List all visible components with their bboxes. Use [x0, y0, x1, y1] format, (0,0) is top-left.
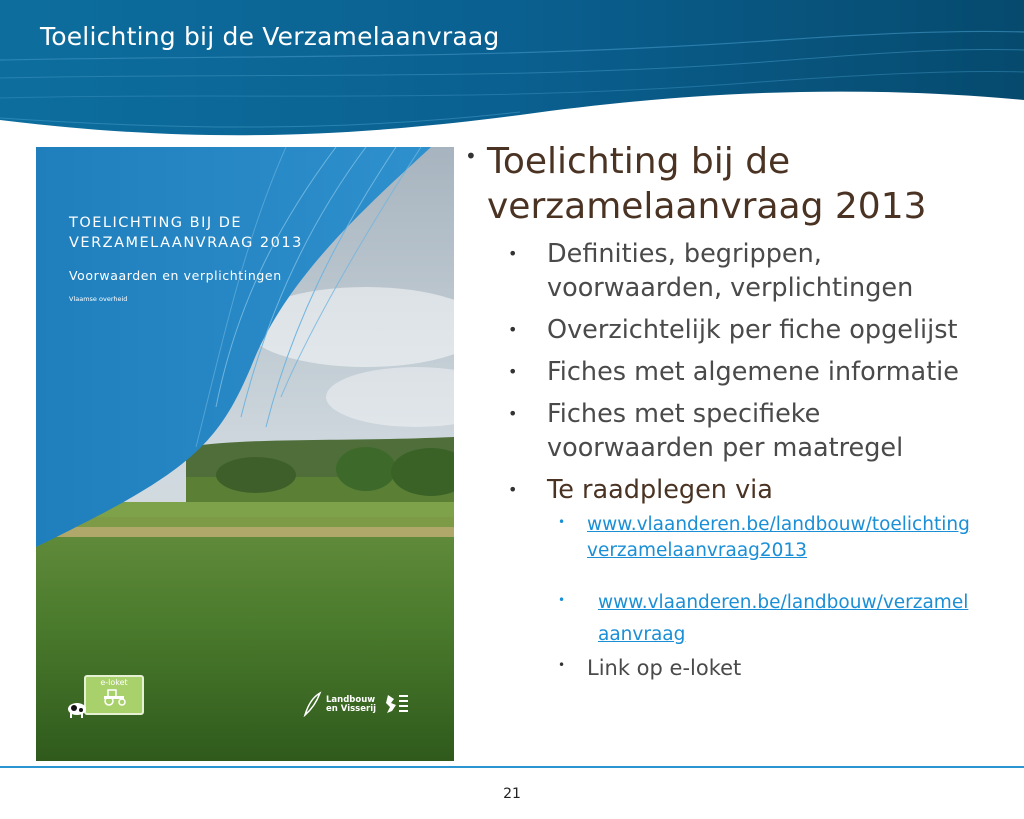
sub-bullet-line: Fiches met algemene informatie	[547, 357, 959, 387]
cover-title	[69, 213, 303, 253]
bullet-marker: •	[508, 362, 518, 381]
bullet-marker: •	[508, 480, 518, 499]
flemish-lion-logo-icon	[384, 691, 410, 717]
cover-title-line: VERZAMELAANVRAAG 2013	[69, 235, 303, 251]
page-number: 21	[503, 786, 521, 802]
bullet-marker: •	[508, 404, 518, 423]
eloket-label: e-loket	[100, 678, 128, 687]
bullet-marker: •	[508, 320, 518, 339]
landbouw-logo-text	[326, 696, 376, 714]
tractor-icon	[102, 688, 128, 706]
verzamelaanvraag-link[interactable]: aanvraag	[598, 624, 686, 645]
footer-divider	[0, 766, 1024, 768]
bullet-marker: •	[558, 658, 566, 672]
logo-line: Landbouw	[326, 695, 376, 705]
cover-organisation: Vlaamse overheid	[69, 295, 128, 303]
toelichting-link[interactable]: www.vlaanderen.be/landbouw/toelichting	[587, 514, 970, 535]
landbouw-leaf-logo-icon	[302, 691, 322, 717]
slide-title: Toelichting bij de Verzamelaanvraag	[40, 22, 500, 51]
logo-line: en Visserij	[326, 704, 377, 714]
bullet-marker: •	[465, 144, 477, 168]
sub-bullet-line: Te raadplegen via	[547, 475, 773, 505]
eloket-badge	[84, 675, 144, 715]
sub-bullet-line: Definities, begrippen,	[547, 239, 822, 269]
bullet-marker: •	[558, 593, 566, 607]
bullet-marker: •	[508, 244, 518, 263]
cover-subtitle: Voorwaarden en verplichtingen	[69, 268, 282, 283]
main-bullet-line: Toelichting bij de	[487, 141, 791, 182]
bullet-marker: •	[558, 515, 566, 529]
cow-icon	[66, 699, 88, 719]
sub-bullet-line: voorwaarden per maatregel	[547, 433, 904, 463]
sub-bullet-line: Fiches met specifieke	[547, 399, 821, 429]
sub-bullet-line: voorwaarden, verplichtingen	[547, 273, 914, 303]
verzamelaanvraag-link[interactable]: www.vlaanderen.be/landbouw/verzamel	[598, 592, 969, 613]
header-band	[0, 0, 1024, 150]
sub-bullet-line: Overzichtelijk per fiche opgelijst	[547, 315, 958, 345]
eloket-item-text: Link op e-loket	[587, 656, 742, 680]
brochure-cover-image	[36, 147, 454, 761]
toelichting-link[interactable]: verzamelaanvraag2013	[587, 540, 807, 561]
main-bullet-line: verzamelaanvraag 2013	[487, 186, 927, 227]
cover-title-line: TOELICHTING BIJ DE	[69, 215, 243, 231]
